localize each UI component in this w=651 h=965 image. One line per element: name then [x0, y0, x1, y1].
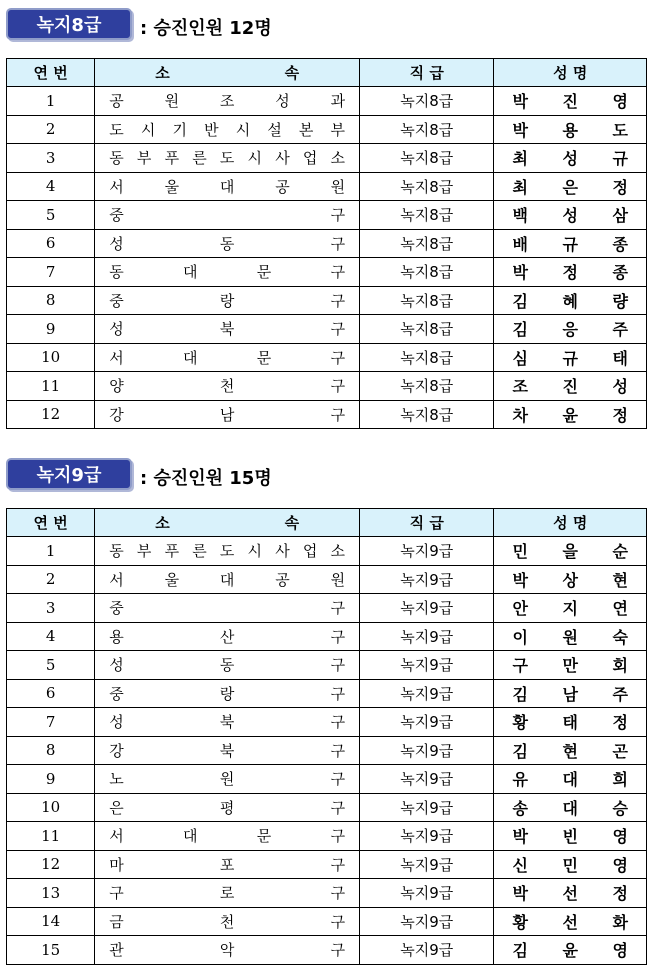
table-row — [7, 594, 647, 623]
row-rank: 녹지9급 — [360, 651, 494, 680]
row-org: 관 악 구 — [95, 936, 360, 965]
row-rank: 녹지9급 — [360, 793, 494, 822]
row-number: 4 — [7, 622, 95, 651]
grade-badge: 녹지9급 — [6, 458, 132, 490]
row-number: 2 — [7, 115, 95, 144]
row-name: 박 용 도 — [494, 115, 647, 144]
row-rank: 녹지9급 — [360, 879, 494, 908]
promotion-count: : 승진인원 15명 — [140, 468, 272, 489]
row-name: 조 진 성 — [494, 372, 647, 401]
promotion-count: : 승진인원 12명 — [140, 18, 272, 39]
table-row — [7, 708, 647, 737]
row-number: 1 — [7, 537, 95, 566]
row-rank: 녹지8급 — [360, 343, 494, 372]
row-number: 6 — [7, 679, 95, 708]
row-rank: 녹지9급 — [360, 708, 494, 737]
table-row — [7, 879, 647, 908]
row-number: 2 — [7, 565, 95, 594]
row-number: 8 — [7, 286, 95, 315]
header-rank: 직 급 — [360, 509, 494, 537]
row-rank: 녹지8급 — [360, 87, 494, 116]
row-rank: 녹지8급 — [360, 144, 494, 173]
row-name: 박 정 종 — [494, 258, 647, 287]
row-org: 서 울 대 공 원 — [95, 172, 360, 201]
row-number: 9 — [7, 765, 95, 794]
row-org: 중 구 — [95, 594, 360, 623]
row-name: 최 은 정 — [494, 172, 647, 201]
row-number: 11 — [7, 822, 95, 851]
promotion-table — [6, 508, 647, 965]
row-number: 8 — [7, 736, 95, 765]
table-row — [7, 258, 647, 287]
row-number: 3 — [7, 594, 95, 623]
table-row — [7, 286, 647, 315]
row-org: 금 천 구 — [95, 907, 360, 936]
row-rank: 녹지8급 — [360, 172, 494, 201]
table-row — [7, 201, 647, 230]
header-rank: 직 급 — [360, 59, 494, 87]
row-rank: 녹지9급 — [360, 936, 494, 965]
row-org: 도 시 기 반 시 설 본 부 — [95, 115, 360, 144]
row-org: 성 동 구 — [95, 229, 360, 258]
row-org: 동 대 문 구 — [95, 258, 360, 287]
table-row — [7, 537, 647, 566]
row-name: 박 빈 영 — [494, 822, 647, 851]
row-name: 구 만 회 — [494, 651, 647, 680]
row-number: 7 — [7, 708, 95, 737]
table-row — [7, 115, 647, 144]
table-row — [7, 907, 647, 936]
row-rank: 녹지8급 — [360, 315, 494, 344]
row-number: 1 — [7, 87, 95, 116]
row-name: 이 원 숙 — [494, 622, 647, 651]
row-number: 3 — [7, 144, 95, 173]
row-rank: 녹지9급 — [360, 736, 494, 765]
row-rank: 녹지8급 — [360, 201, 494, 230]
row-rank: 녹지9급 — [360, 822, 494, 851]
row-name: 유 대 희 — [494, 765, 647, 794]
row-org: 양 천 구 — [95, 372, 360, 401]
row-rank: 녹지9급 — [360, 765, 494, 794]
row-number: 12 — [7, 400, 95, 429]
row-name: 박 진 영 — [494, 87, 647, 116]
section-grade-8 — [6, 6, 647, 429]
section-grade-9 — [6, 456, 647, 965]
row-org: 마 포 구 — [95, 850, 360, 879]
row-org: 성 북 구 — [95, 708, 360, 737]
row-org: 공 원 조 성 과 — [95, 87, 360, 116]
header-name: 성 명 — [494, 59, 647, 87]
row-rank: 녹지9급 — [360, 594, 494, 623]
table-row — [7, 565, 647, 594]
row-name: 박 상 현 — [494, 565, 647, 594]
row-name: 송 대 승 — [494, 793, 647, 822]
row-org: 노 원 구 — [95, 765, 360, 794]
row-number: 9 — [7, 315, 95, 344]
grade-badge: 녹지8급 — [6, 8, 132, 40]
row-org: 중 랑 구 — [95, 286, 360, 315]
row-rank: 녹지9급 — [360, 850, 494, 879]
row-rank: 녹지8급 — [360, 229, 494, 258]
table-row — [7, 229, 647, 258]
row-name: 심 규 태 — [494, 343, 647, 372]
row-rank: 녹지9급 — [360, 907, 494, 936]
row-name: 김 현 곤 — [494, 736, 647, 765]
row-name: 김 응 주 — [494, 315, 647, 344]
table-row — [7, 315, 647, 344]
promotion-table — [6, 58, 647, 429]
row-number: 15 — [7, 936, 95, 965]
row-name: 황 태 정 — [494, 708, 647, 737]
table-row — [7, 172, 647, 201]
row-org: 서 대 문 구 — [95, 822, 360, 851]
row-org: 중 랑 구 — [95, 679, 360, 708]
row-name: 백 성 삼 — [494, 201, 647, 230]
row-name: 김 남 주 — [494, 679, 647, 708]
header-no: 연 번 — [7, 509, 95, 537]
row-org: 강 남 구 — [95, 400, 360, 429]
table-row — [7, 822, 647, 851]
table-row — [7, 144, 647, 173]
row-name: 배 규 종 — [494, 229, 647, 258]
row-org: 구 로 구 — [95, 879, 360, 908]
row-org: 동 부 푸 른 도 시 사 업 소 — [95, 537, 360, 566]
row-org: 은 평 구 — [95, 793, 360, 822]
row-number: 5 — [7, 651, 95, 680]
row-name: 차 윤 정 — [494, 400, 647, 429]
row-rank: 녹지9급 — [360, 679, 494, 708]
table-row — [7, 622, 647, 651]
row-name: 최 성 규 — [494, 144, 647, 173]
row-rank: 녹지9급 — [360, 622, 494, 651]
row-number: 11 — [7, 372, 95, 401]
row-name: 민 을 순 — [494, 537, 647, 566]
row-number: 5 — [7, 201, 95, 230]
row-number: 14 — [7, 907, 95, 936]
row-name: 김 혜 량 — [494, 286, 647, 315]
row-rank: 녹지8급 — [360, 372, 494, 401]
table-row — [7, 936, 647, 965]
row-rank: 녹지9급 — [360, 537, 494, 566]
table-row — [7, 793, 647, 822]
row-rank: 녹지8급 — [360, 258, 494, 287]
table-header-row — [7, 509, 647, 537]
row-org: 중 구 — [95, 201, 360, 230]
header-org-label: 소 속 — [155, 514, 300, 532]
row-name: 김 윤 영 — [494, 936, 647, 965]
row-number: 6 — [7, 229, 95, 258]
row-rank: 녹지9급 — [360, 565, 494, 594]
row-rank: 녹지8급 — [360, 400, 494, 429]
header-no: 연 번 — [7, 59, 95, 87]
row-rank: 녹지8급 — [360, 286, 494, 315]
row-number: 4 — [7, 172, 95, 201]
table-row — [7, 372, 647, 401]
table-row — [7, 765, 647, 794]
table-row — [7, 87, 647, 116]
header-org-label: 소 속 — [155, 64, 300, 82]
row-number: 7 — [7, 258, 95, 287]
row-org: 성 동 구 — [95, 651, 360, 680]
table-row — [7, 679, 647, 708]
table-row — [7, 651, 647, 680]
row-number: 12 — [7, 850, 95, 879]
row-org: 용 산 구 — [95, 622, 360, 651]
section-heading — [6, 6, 647, 44]
row-org: 서 대 문 구 — [95, 343, 360, 372]
row-rank: 녹지8급 — [360, 115, 494, 144]
header-org — [95, 59, 360, 87]
table-row — [7, 343, 647, 372]
row-org: 서 울 대 공 원 — [95, 565, 360, 594]
header-name: 성 명 — [494, 509, 647, 537]
table-row — [7, 400, 647, 429]
row-org: 성 북 구 — [95, 315, 360, 344]
header-org — [95, 509, 360, 537]
row-name: 안 지 연 — [494, 594, 647, 623]
row-org: 동 부 푸 른 도 시 사 업 소 — [95, 144, 360, 173]
table-header-row — [7, 59, 647, 87]
row-name: 신 민 영 — [494, 850, 647, 879]
row-number: 10 — [7, 343, 95, 372]
row-name: 황 선 화 — [494, 907, 647, 936]
table-row — [7, 850, 647, 879]
section-heading — [6, 456, 647, 494]
row-number: 10 — [7, 793, 95, 822]
table-row — [7, 736, 647, 765]
row-name: 박 선 정 — [494, 879, 647, 908]
row-number: 13 — [7, 879, 95, 908]
row-org: 강 북 구 — [95, 736, 360, 765]
